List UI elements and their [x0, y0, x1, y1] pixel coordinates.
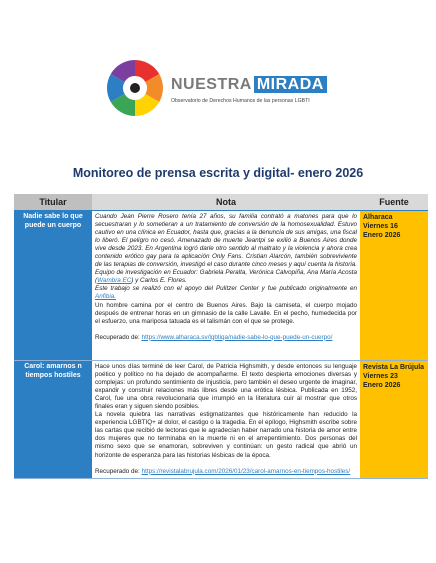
fuente-day: Viernes 23: [363, 373, 398, 381]
row-fuente: [360, 361, 428, 479]
wambra-link[interactable]: Wambra EC: [97, 277, 132, 285]
row-nota: [92, 361, 360, 479]
nota-intro-text: Cuando Jean Pierre Rosero tenía 27 años, su familia contrató a matones para que lo secuestraran y lo sometieran a un tratamiento de conversión de la homosexualidad. Estuvo cautivo en una clínica en Ecuador, hasta que, gracias a la denuncia de sus amigas, una fiscal lo liberó. El peligro no cesó. Amenazado de muerte Jeantpi se exilió a Buenos Aires donde vive desde 2023. En Argentina logró darle otro sentido al maltrato y la violencia y ahora crea contenido erótico gay para la aplicación Only Fans. Cristian Alarcón, también sobreviviente de las terapias de conversión, investigó el caso durante cinco meses y aquí cuenta la historia. Equipo de investigación en Ecuador: Gabriela Peralta, Verónica Calvopiña, Ana María Acosta (: [95, 213, 357, 285]
page-title: Monitoreo de prensa escrita y digital- enero 2026: [72, 166, 364, 180]
nota-credit: [95, 285, 357, 301]
table-header-row: [14, 194, 428, 211]
logo: [105, 58, 345, 118]
header-nota: Nota: [92, 194, 360, 211]
row-titular: Carol: amarnos n tiempos hostiles: [14, 361, 92, 479]
nota-body-2: La novela quiebra las narrativas estigmatizantes que históricamente han reducido la experiencia LGBTIQ+ al dolor, el castigo o la tragedia. En el epílogo, Highsmith escribe sobre las cartas que recibió de lectoras que le agradecían haber narrado una historia de amor entre dos mujeres que no terminaba en la muerte ni en el arrepentimiento. Dos personas del mismo sexo que se enamoran, sobreviven y continúan: un gesto radical que abrió un horizonte de esperanza para las historias lésbicas de la época.: [95, 411, 357, 459]
recuperado-label: Recuperado de:: [95, 333, 140, 341]
nota-body: Un hombre camina por el centro de Buenos Aires. Bajo la camiseta, el cuerpo mojado después de entrenar horas en un gimnasio de la calle Lavalle. En el pecho, humedecida por el esfuerzo, una mariposa tatuada es el talismán con el que se protege.: [95, 301, 357, 325]
logo-subtitle: Observatorio de Derechos Humanos de las personas LGBTI: [171, 98, 310, 104]
fuente-day: Viernes 16: [363, 223, 398, 231]
nota-recuperado: [95, 334, 357, 342]
row-fuente: [360, 211, 428, 361]
header-titular: Titular: [14, 194, 92, 211]
nota-intro: [95, 213, 357, 285]
rainbow-eye-logo-icon: [105, 58, 165, 118]
nota-recuperado: [95, 468, 357, 476]
logo-wordmark: [171, 76, 327, 94]
header-fuente: Fuente: [360, 194, 428, 211]
row-nota: [92, 211, 360, 361]
nota-intro-end: ) y Carlos E. Flores.: [131, 277, 187, 285]
source-link[interactable]: https://www.alharaca.sv/lgbtiqa/nadie-sabe-lo-que-puede-un-cuerpo/: [141, 333, 333, 341]
source-link[interactable]: https://revistalabrujula.com/2026/01/23/carol-amarnos-en-tiempos-hostiles/: [141, 467, 351, 475]
logo-name-text: NUESTRA: [171, 76, 252, 93]
recuperado-label: Recuperado de:: [95, 467, 140, 475]
logo-name-box: MIRADA: [254, 76, 327, 93]
fuente-name: Revista La Brújula: [363, 364, 425, 371]
row-titular: Nadie sabe lo que puede un cuerpo: [14, 211, 92, 361]
anfibia-link[interactable]: Anfibia.: [95, 293, 117, 301]
press-monitor-table: [14, 194, 428, 479]
table-row: [14, 361, 428, 479]
nota-body: Hace unos días terminé de leer Carol, de Patricia Highsmith, y desde entonces su lenguaje poético y político no ha dejado de acompañarme. El texto despierta emociones diversas y complejas: un profundo sentimiento de injusticia, pero también el deseo urgente de imaginar, expandir y construir relaciones más libres desde una erótica lésbica. Publicada en 1952, Carol, fue una obra revolucionaria que irrumpió en la literatura cuir al mostrar que otros finales eran y siguen siendo posibles.: [95, 363, 357, 411]
table-row: [14, 211, 428, 361]
nota-credit-text: Este trabajo se realizó con el apoyo del Pulitzer Center y fue publicado originalmente en: [95, 285, 357, 293]
fuente-name: Alharaca: [363, 214, 393, 221]
fuente-date: Enero 2026: [363, 232, 401, 240]
fuente-date: Enero 2026: [363, 382, 401, 390]
